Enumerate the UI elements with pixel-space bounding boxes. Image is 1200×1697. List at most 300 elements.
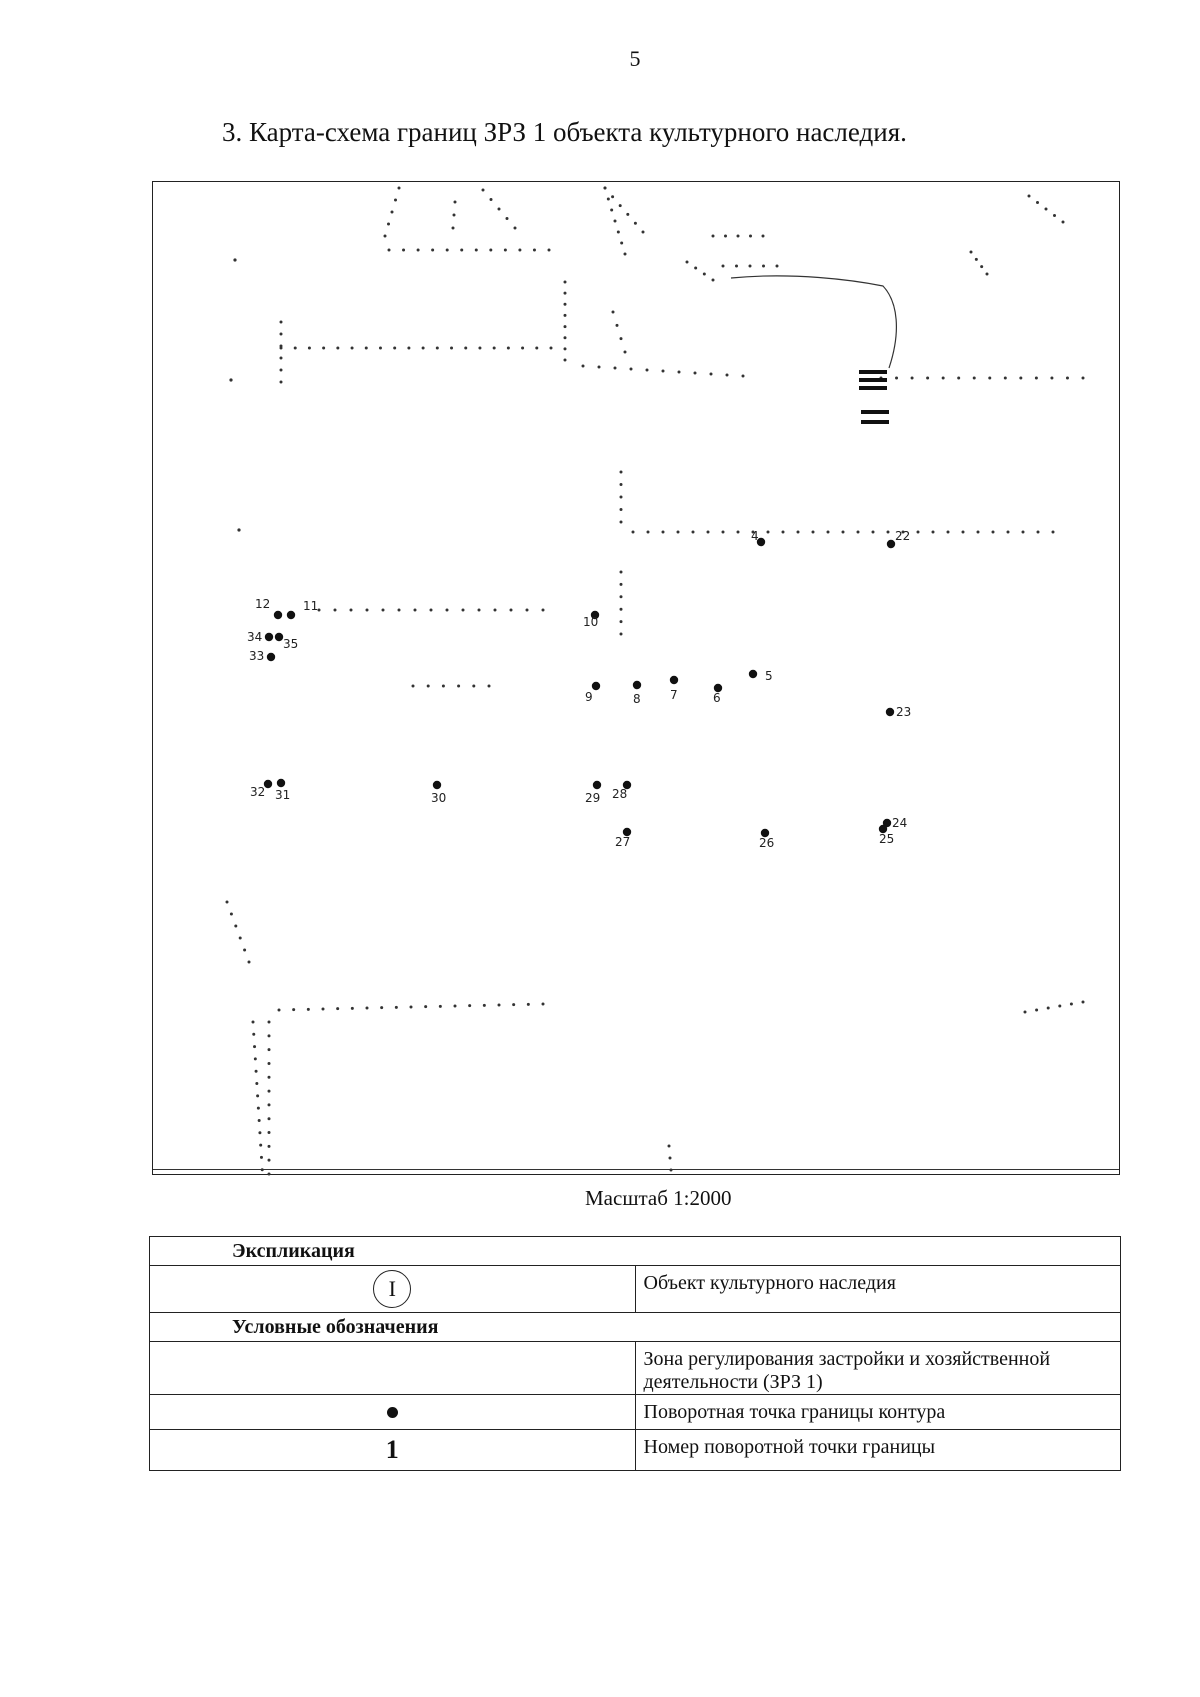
contour-dot [932,531,935,534]
contour-dot [366,1007,369,1010]
contour-dot [686,261,689,264]
contour-dot [620,571,623,574]
turning-point-label-29: 29 [585,791,601,805]
contour-dot [457,685,460,688]
contour-dot [268,1076,271,1079]
turning-point-label-31: 31 [275,788,291,802]
contour-dot [280,357,283,360]
contour-dot [226,901,229,904]
contour-dot [252,1021,255,1024]
heritage-object-circle-icon: I [373,1270,411,1308]
contour-dot [887,531,890,534]
contour-dot [677,531,680,534]
turning-point-8 [633,681,641,689]
contour-dot [726,374,729,377]
contour-dot [268,1034,271,1037]
contour-dot [239,937,242,940]
contour-dot [268,1131,271,1134]
contour-dot [564,359,567,362]
contour-dot [980,265,983,268]
contour-dot [493,347,496,350]
turning-point-label-28: 28 [612,787,628,801]
turning-point-12 [274,611,282,619]
contour-dot [634,222,637,225]
contour-dot [307,1008,310,1011]
contour-dot [407,347,410,350]
contour-dot [582,365,585,368]
contour-dot [694,372,697,375]
contour-dot [308,347,311,350]
contour-dot [872,531,875,534]
turning-point-label-4: 4 [751,529,759,543]
turning-point-label-33: 33 [249,649,265,663]
turning-point-11 [287,611,295,619]
contour-dot [692,531,695,534]
heavy-bar [861,420,889,424]
contour-dot [564,314,567,317]
contour-dot [797,531,800,534]
contour-dot [630,368,633,371]
contour-dot [620,620,623,623]
contour-dot [1066,377,1069,380]
contour-dot [412,685,415,688]
connector-line [731,276,896,368]
contour-dot [464,347,467,350]
contour-dot [742,375,745,378]
contour-dot [857,531,860,534]
contour-dot [387,223,390,226]
contour-dot [1052,531,1055,534]
explication-header-row [150,1237,1121,1266]
turning-point-label-8: 8 [633,692,641,706]
contour-dot [762,235,765,238]
contour-dot [607,198,610,201]
contour-dot [258,1131,261,1134]
turning-point-label-24: 24 [892,816,908,830]
contour-dot [436,347,439,350]
heavy-bar [859,386,887,390]
contour-dot [504,249,507,252]
turning-point-7 [670,676,678,684]
contour-dot [414,609,417,612]
contour-dot [1007,531,1010,534]
contour-dot [962,531,965,534]
contour-dot [402,249,405,252]
contour-dot [410,1006,413,1009]
contour-dot [668,1145,671,1148]
contour-dot [446,249,449,252]
contour-dot [334,609,337,612]
contour-dot [427,685,430,688]
contour-dot [564,325,567,328]
turning-point-label-26: 26 [759,836,775,850]
contour-dot [490,198,493,201]
turning-point-30 [433,781,441,789]
contour-dot [398,609,401,612]
contour-dot [442,685,445,688]
zone-label: Зона регулирования застройки и хозяйственной деятельности (ЗРЗ 1) [643,1348,1051,1393]
contour-dot [494,609,497,612]
contour-dot [1058,1005,1061,1008]
contour-dot [475,249,478,252]
contour-dot [632,531,635,534]
map-drawing [153,182,1121,1176]
heavy-bar [859,370,887,374]
contour-dot [614,220,617,223]
contour-dot [992,531,995,534]
contour-dot [767,531,770,534]
contour-dot [380,1006,383,1009]
contour-dot [454,1005,457,1008]
contour-dot [1036,201,1039,204]
contour-dot [542,1003,545,1006]
contour-dot [391,211,394,214]
contour-dot [268,1021,271,1024]
contour-dot [336,1007,339,1010]
contour-dot [258,1119,261,1122]
contour-dot [322,1008,325,1011]
zone-symbol [150,1342,636,1395]
contour-dot [564,336,567,339]
contour-dot [230,913,233,916]
contour-dot [257,1107,260,1110]
contour-dot [712,279,715,282]
contour-dot [365,347,368,350]
contour-dot [234,925,237,928]
contour-dot [620,496,623,499]
turning-point-label-9: 9 [585,690,593,704]
contour-dot [895,377,898,380]
contour-dot [564,347,567,350]
contour-dot [917,531,920,534]
turning-point-label-35: 35 [283,637,299,651]
boundary-map [152,181,1120,1175]
contour-dot [564,292,567,295]
contour-dot [351,1007,354,1010]
turning-point-label-27: 27 [615,835,631,849]
contour-dot [620,633,623,636]
contour-dot [268,1159,271,1162]
contour-dot [526,609,529,612]
contour-dot [624,253,627,256]
contour-dot [926,377,929,380]
contour-dot [261,1168,264,1171]
turning-point-34 [265,633,273,641]
contour-dot [911,377,914,380]
contour-dot [350,609,353,612]
contour-dot [604,187,607,190]
contour-dot [1053,214,1056,217]
contour-dot [510,609,513,612]
turning-point-33 [267,653,275,661]
contour-dot [521,347,524,350]
contour-dot [393,347,396,350]
turning-point-label-12: 12 [255,597,271,611]
contour-dot [620,595,623,598]
contour-dot [424,1005,427,1008]
contour-dot [669,1157,672,1160]
contour-dot [472,685,475,688]
contour-dot [957,377,960,380]
contour-dot [988,377,991,380]
contour-dot [507,347,510,350]
contour-dot [1022,531,1025,534]
contour-dot [280,345,283,348]
contour-dot [498,1004,501,1007]
contour-dot [724,235,727,238]
contour-dot [610,209,613,212]
contour-dot [395,1006,398,1009]
contour-dot [254,1057,257,1060]
contour-dot [620,508,623,511]
contour-dot [452,227,455,230]
legend-row-point [150,1395,1121,1430]
contour-dot [252,1033,255,1036]
contour-dot [1035,1009,1038,1012]
contour-dot [478,347,481,350]
contour-dot [260,1156,263,1159]
contour-dot [942,377,945,380]
contour-dot [446,609,449,612]
contour-dot [322,347,325,350]
contour-dot [1070,1003,1073,1006]
contour-dot [973,377,976,380]
contour-dot [450,347,453,350]
turning-point-label-10: 10 [583,615,599,629]
turning-point-label-11: 11 [303,599,319,613]
contour-dot [460,249,463,252]
contour-dot [986,273,989,276]
contour-dot [616,324,619,327]
turning-point-label-25: 25 [879,832,895,846]
contour-dot [612,311,615,314]
contour-dot [527,1003,530,1006]
contour-dot [1019,377,1022,380]
contour-dot [975,258,978,261]
contour-dot [278,1009,281,1012]
contour-dot [1045,208,1048,211]
point-label: Поворотная точка границы контура [643,1401,946,1423]
contour-dot [620,471,623,474]
map-scale: Масштаб 1:2000 [585,1186,732,1210]
contour-dot [662,370,665,373]
contour-dot [712,235,715,238]
contour-dot [620,337,623,340]
turning-point-29 [593,781,601,789]
contour-dot [1050,377,1053,380]
contour-dot [1082,377,1085,380]
contour-dot [256,1094,259,1097]
legend-table [149,1236,1121,1471]
contour-dot [233,258,236,261]
turning-point-label-5: 5 [765,669,773,683]
contour-dot [453,214,456,217]
turning-point-9 [592,682,600,690]
contour-dot [947,531,950,534]
contour-dot [268,1048,271,1051]
contour-dot [620,521,623,524]
contour-dot [722,265,725,268]
contour-dot [611,195,614,198]
contour-dot [483,1004,486,1007]
turning-point-dot-icon [387,1407,398,1418]
contour-dot [598,366,601,369]
contour-dot [548,249,551,252]
point-number-symbol: 1 [385,1435,399,1464]
heavy-bar [861,410,889,414]
contour-dot [468,1004,471,1007]
contour-dot [255,1070,258,1073]
contour-dot [351,347,354,350]
contour-dot [642,231,645,234]
contour-dot [1035,377,1038,380]
contour-dot [737,235,740,238]
turning-point-label-30: 30 [431,791,447,805]
turning-point-label-32: 32 [250,785,266,799]
contour-dot [614,367,617,370]
heavy-bar [859,378,887,382]
contour-dot [268,1090,271,1093]
contour-dot [280,369,283,372]
contour-dot [977,531,980,534]
contour-dot [620,608,623,611]
contour-dot [970,251,973,254]
contour-dot [827,531,830,534]
contour-dot [542,609,545,612]
contour-dot [268,1145,271,1148]
contour-dot [489,249,492,252]
contour-dot [366,609,369,612]
contour-dot [707,531,710,534]
explication-title: Экспликация [150,1237,1121,1266]
contour-dot [498,208,501,211]
contour-dot [662,531,665,534]
contour-dot [737,531,740,534]
contour-dot [417,249,420,252]
turning-point-35 [275,633,283,641]
document-heading: 3. Карта-схема границ ЗРЗ 1 объекта культурного наследия. [222,117,907,147]
contour-dot [292,1008,295,1011]
contour-dot [749,265,752,268]
contour-dot [253,1045,256,1048]
contour-dot [294,347,297,350]
contour-dot [646,369,649,372]
contour-dot [394,199,397,202]
contour-dot [564,303,567,306]
contour-dot [431,249,434,252]
turning-point-31 [277,779,285,787]
contour-dot [694,267,697,270]
contour-dot [762,265,765,268]
page-number: 5 [629,46,641,71]
contour-dot [564,281,567,284]
contour-dot [514,227,517,230]
turning-point-5 [749,670,757,678]
contour-dot [268,1173,271,1176]
contour-dot [620,483,623,486]
contour-dot [280,381,283,384]
contour-dot [439,1005,442,1008]
contour-dot [533,249,536,252]
turning-point-label-7: 7 [670,688,678,702]
contour-dot [812,531,815,534]
contour-dot [506,217,509,220]
contour-dot [268,1117,271,1120]
contour-dot [280,321,283,324]
legend-row-object [150,1266,1121,1313]
conventions-title: Условные обозначения [150,1313,1121,1342]
legend-row-number [150,1430,1121,1471]
contour-dot [482,189,485,192]
contour-dot [1047,1007,1050,1010]
contour-dot [430,609,433,612]
contour-dot [678,371,681,374]
contour-dot [620,583,623,586]
contour-dot [243,949,246,952]
contour-dot [382,609,385,612]
contour-dot [710,373,713,376]
contour-dot [620,242,623,245]
contour-dot [478,609,481,612]
contour-dot [248,961,251,964]
turning-point-22 [887,540,895,548]
contour-dot [388,249,391,252]
contour-dot [422,347,425,350]
contour-dot [1028,195,1031,198]
legend-row-zone [150,1342,1121,1395]
turning-point-label-23: 23 [896,705,912,719]
contour-dot [722,531,725,534]
turning-point-label-34: 34 [247,630,263,644]
contour-dot [488,685,491,688]
contour-dot [1062,221,1065,224]
contour-dot [776,265,779,268]
contour-dot [268,1062,271,1065]
contour-dot [518,249,521,252]
contour-dot [550,347,553,350]
contour-dot [379,347,382,350]
contour-dot [735,265,738,268]
contour-dot [619,204,622,207]
turning-point-23 [886,708,894,716]
contour-dot [462,609,465,612]
contour-dot [647,531,650,534]
turning-point-label-22: 22 [895,529,911,543]
contour-dot [512,1003,515,1006]
contour-dot [454,201,457,204]
contour-dot [670,1169,673,1172]
contour-dot [237,528,240,531]
contour-dot [1082,1001,1085,1004]
contour-dot [842,531,845,534]
contour-dot [626,213,629,216]
contour-dot [398,187,401,190]
conventions-header-row [150,1313,1121,1342]
turning-point-label-6: 6 [713,691,721,705]
contour-dot [336,347,339,350]
number-label: Номер поворотной точки границы [643,1436,936,1458]
contour-dot [268,1103,271,1106]
contour-dot [703,273,706,276]
contour-dot [617,231,620,234]
contour-dot [782,531,785,534]
contour-dot [535,347,538,350]
contour-dot [384,235,387,238]
contour-dot [280,333,283,336]
contour-dot [624,351,627,354]
contour-dot [749,235,752,238]
contour-dot [1004,377,1007,380]
